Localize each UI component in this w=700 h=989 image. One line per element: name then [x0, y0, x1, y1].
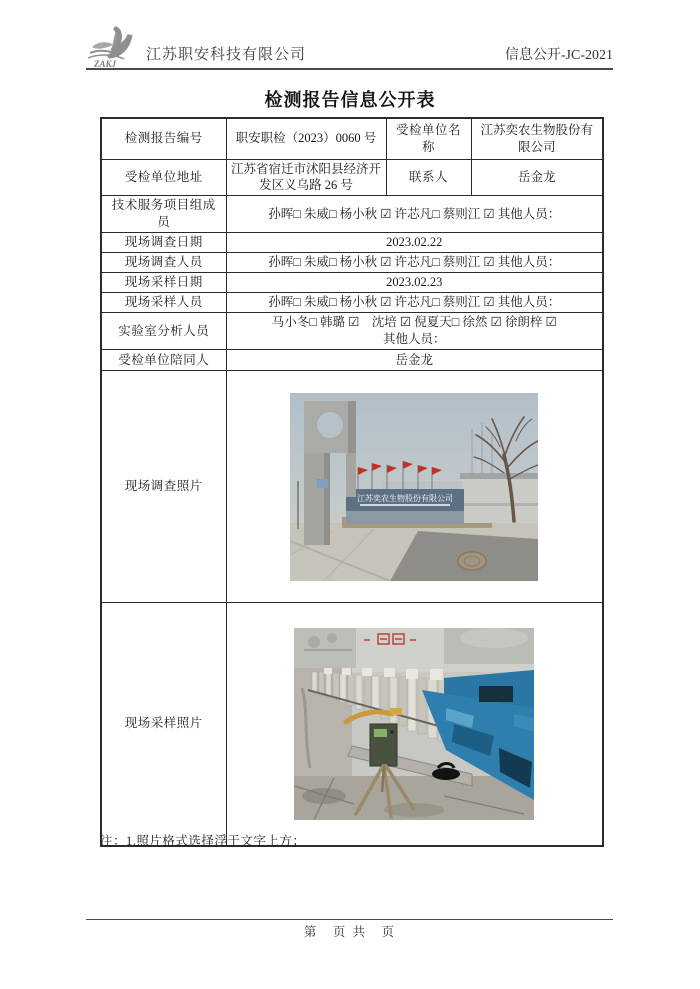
- lab-staff-label: 实验室分析人员: [101, 313, 226, 350]
- footer-divider: [86, 919, 613, 920]
- sample-staff-checkboxes: 孙晖□ 朱威□ 杨小秋 ☑ 许芯凡□ 蔡则江 ☑ 其他人员：: [226, 293, 603, 313]
- lab-staff-line2: 其他人员：: [382, 332, 446, 346]
- table-row: [101, 313, 603, 350]
- company-name: 江苏职安科技有限公司: [146, 47, 307, 63]
- survey-staff-label: 现场调查人员: [101, 253, 226, 273]
- page-title: 检测报告信息公开表: [264, 90, 436, 110]
- lab-staff-checkboxes: [226, 313, 603, 350]
- survey-staff-checkboxes: 孙晖□ 朱威□ 杨小秋 ☑ 许芯凡□ 蔡则江 ☑ 其他人员：: [226, 253, 603, 273]
- survey-date-value: 2023.02.22: [226, 233, 603, 253]
- table-row: [101, 233, 603, 253]
- doc-code: 信息公开-JC-2021: [504, 48, 613, 63]
- team-checkboxes: 孙晖□ 朱威□ 杨小秋 ☑ 许芯凡□ 蔡则江 ☑ 其他人员：: [226, 196, 603, 233]
- unit-addr-value: 江苏省宿迁市沭阳县经济开发区义乌路 26 号: [226, 159, 386, 196]
- table-row: [101, 196, 603, 233]
- sample-date-label: 现场采样日期: [101, 273, 226, 293]
- logo-text: ZAKJ: [94, 59, 117, 69]
- contact-label: 联系人: [386, 159, 471, 196]
- header-brand: [86, 21, 307, 69]
- table-row: [101, 293, 603, 313]
- company-logo-icon: [86, 25, 142, 69]
- note-text: 注：1.照片格式选择浮于文字上方；: [100, 834, 306, 848]
- sample-date-value: 2023.02.23: [226, 273, 603, 293]
- unit-addr-label: 受检单位地址: [101, 159, 226, 196]
- table-row: [101, 371, 603, 603]
- report-no-label: 检测报告编号: [101, 118, 226, 159]
- escort-label: 受检单位陪同人: [101, 350, 226, 371]
- contact-value: 岳金龙: [471, 159, 603, 196]
- survey-photo: [290, 393, 538, 581]
- sample-staff-label: 现场采样人员: [101, 293, 226, 313]
- table-row: [101, 118, 603, 159]
- survey-date-label: 现场调查日期: [101, 233, 226, 253]
- unit-name-value: 江苏奕农生物股份有限公司: [471, 118, 603, 159]
- table-row: [101, 273, 603, 293]
- survey-photo-cell: [226, 371, 603, 603]
- survey-photo-label: 现场调查照片: [101, 371, 226, 603]
- sampling-photo: [294, 628, 534, 820]
- table-row: [101, 350, 603, 371]
- team-label: 技术服务项目组成员: [101, 196, 226, 233]
- table-row: [101, 603, 603, 846]
- sample-photo-cell: [226, 603, 603, 846]
- disclosure-table: [100, 117, 604, 847]
- table-row: [101, 159, 603, 196]
- survey-photo-sign-text: 江苏奕农生物股份有限公司: [357, 493, 454, 503]
- sample-photo-label: 现场采样照片: [101, 603, 226, 846]
- page-header: [86, 22, 613, 70]
- footer-page-number: 第 页 共 页: [303, 925, 397, 939]
- unit-name-label: 受检单位名称: [386, 118, 471, 159]
- lab-staff-line1: 马小冬□ 韩璐 ☑ 沈培 ☑ 倪夏天□ 徐然 ☑ 徐朗梓 ☑: [271, 315, 557, 330]
- escort-value: 岳金龙: [226, 350, 603, 371]
- report-no-value: 职安职检（2023）0060 号: [226, 118, 386, 159]
- table-row: [101, 253, 603, 273]
